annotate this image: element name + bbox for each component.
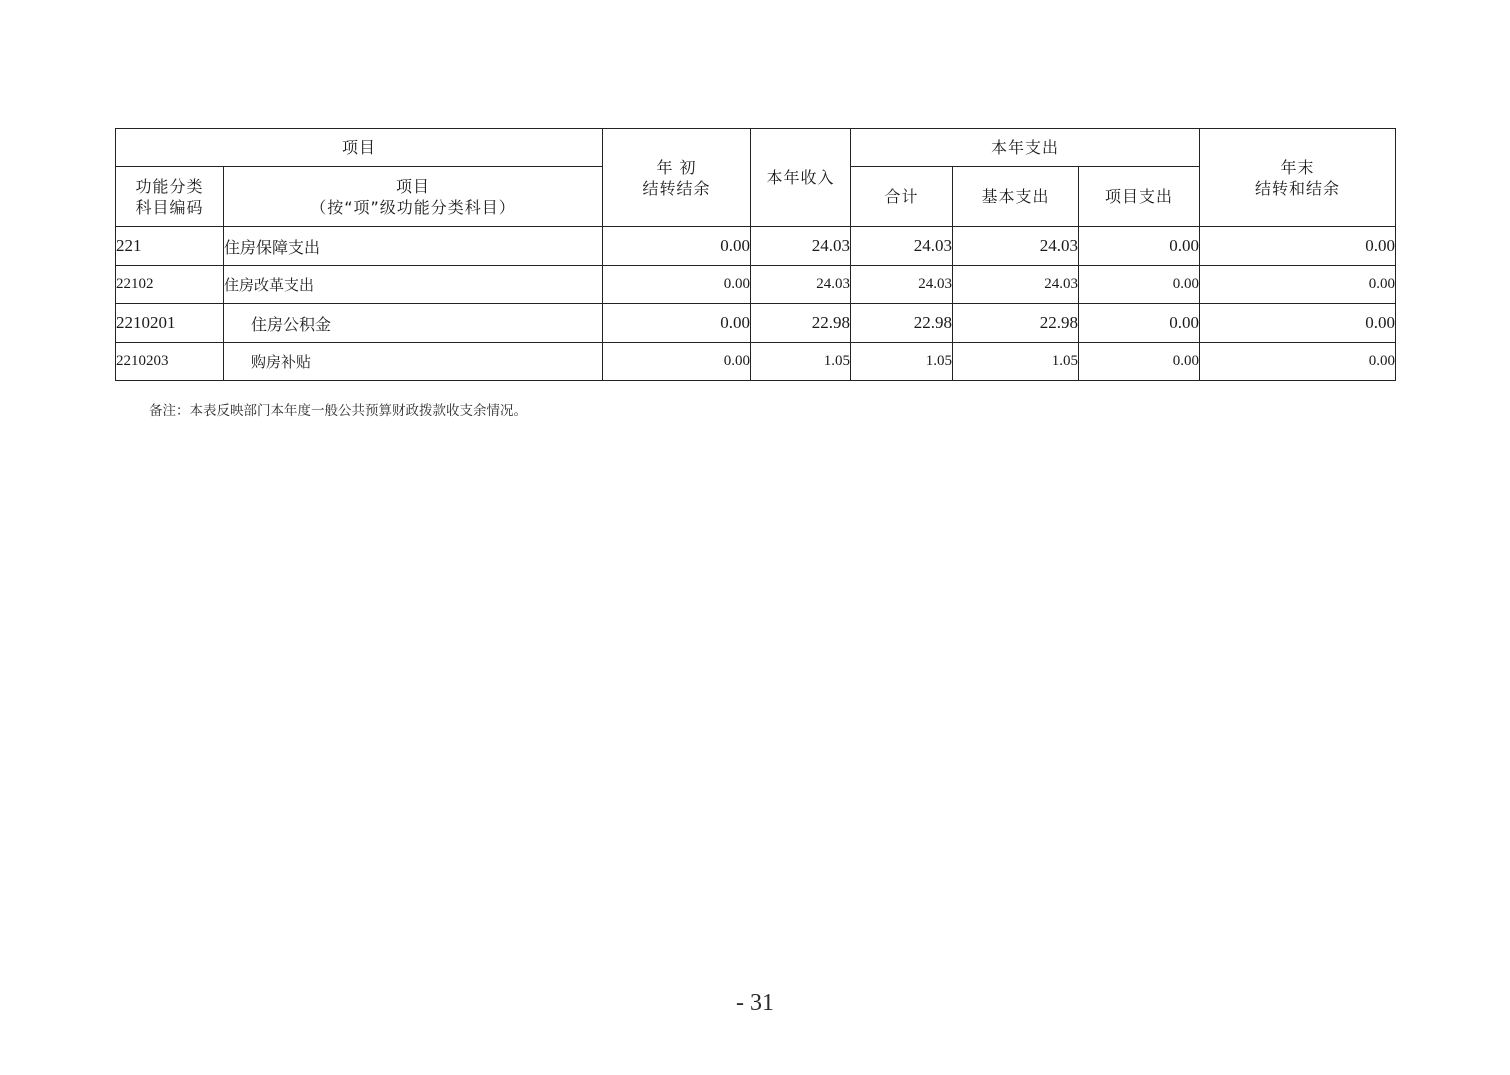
- header-project-expenditure: 项目支出: [1079, 167, 1200, 227]
- row-closing: 0.00: [1200, 227, 1396, 266]
- table-header: [116, 129, 1396, 227]
- row-closing: 0.00: [1200, 343, 1396, 381]
- header-total: 合计: [851, 167, 953, 227]
- header-project-name-line2: （按“项”级功能分类科目）: [310, 197, 516, 217]
- header-project-name-line1: 项目: [396, 176, 431, 196]
- header-opening-balance-line2: 结转结余: [642, 178, 711, 198]
- row-opening: 0.00: [603, 227, 751, 266]
- row-income: 24.03: [751, 266, 851, 304]
- row-name: 住房公积金: [224, 304, 603, 343]
- row-opening: 0.00: [603, 266, 751, 304]
- header-func-code-line1: 功能分类: [135, 176, 204, 196]
- row-code: 2210203: [116, 343, 224, 381]
- row-basic: 24.03: [953, 266, 1079, 304]
- budget-table: [115, 128, 1396, 381]
- row-code: 2210201: [116, 304, 224, 343]
- row-total: 24.03: [851, 227, 953, 266]
- row-code: 221: [116, 227, 224, 266]
- row-project: 0.00: [1079, 343, 1200, 381]
- row-income: 22.98: [751, 304, 851, 343]
- table-row: [116, 343, 1396, 381]
- header-closing-balance-line1: 年末: [1280, 157, 1315, 177]
- table-row: [116, 304, 1396, 343]
- row-name: 住房改革支出: [224, 266, 603, 304]
- table-row: [116, 227, 1396, 266]
- row-project: 0.00: [1079, 227, 1200, 266]
- header-opening-balance-line1: 年 初: [656, 157, 697, 177]
- row-code: 22102: [116, 266, 224, 304]
- header-opening-balance: [603, 129, 751, 227]
- row-name: 购房补贴: [224, 343, 603, 381]
- row-name: 住房保障支出: [224, 227, 603, 266]
- row-opening: 0.00: [603, 304, 751, 343]
- row-basic: 22.98: [953, 304, 1079, 343]
- row-project: 0.00: [1079, 304, 1200, 343]
- header-project-name: [224, 167, 603, 227]
- row-total: 22.98: [851, 304, 953, 343]
- row-income: 24.03: [751, 227, 851, 266]
- row-income: 1.05: [751, 343, 851, 381]
- row-total: 1.05: [851, 343, 953, 381]
- header-closing-balance-line2: 结转和结余: [1255, 178, 1341, 198]
- table-row: [116, 266, 1396, 304]
- header-row-1: [116, 129, 1396, 167]
- header-closing-balance: [1200, 129, 1396, 227]
- row-total: 24.03: [851, 266, 953, 304]
- header-basic: 基本支出: [953, 167, 1079, 227]
- header-func-code-line2: 科目编码: [135, 197, 204, 217]
- row-project: 0.00: [1079, 266, 1200, 304]
- row-closing: 0.00: [1200, 266, 1396, 304]
- page-number: - 31: [736, 990, 774, 1016]
- table-body: [116, 227, 1396, 381]
- header-expenditure: 本年支出: [851, 129, 1200, 167]
- row-opening: 0.00: [603, 343, 751, 381]
- header-project: 项目: [116, 129, 603, 167]
- row-basic: 24.03: [953, 227, 1079, 266]
- footnote: 备注：本表反映部门本年度一般公共预算财政拨款收支余情况。: [149, 403, 527, 419]
- row-basic: 1.05: [953, 343, 1079, 381]
- header-income: 本年收入: [751, 129, 851, 227]
- header-func-code: [116, 167, 224, 227]
- row-closing: 0.00: [1200, 304, 1396, 343]
